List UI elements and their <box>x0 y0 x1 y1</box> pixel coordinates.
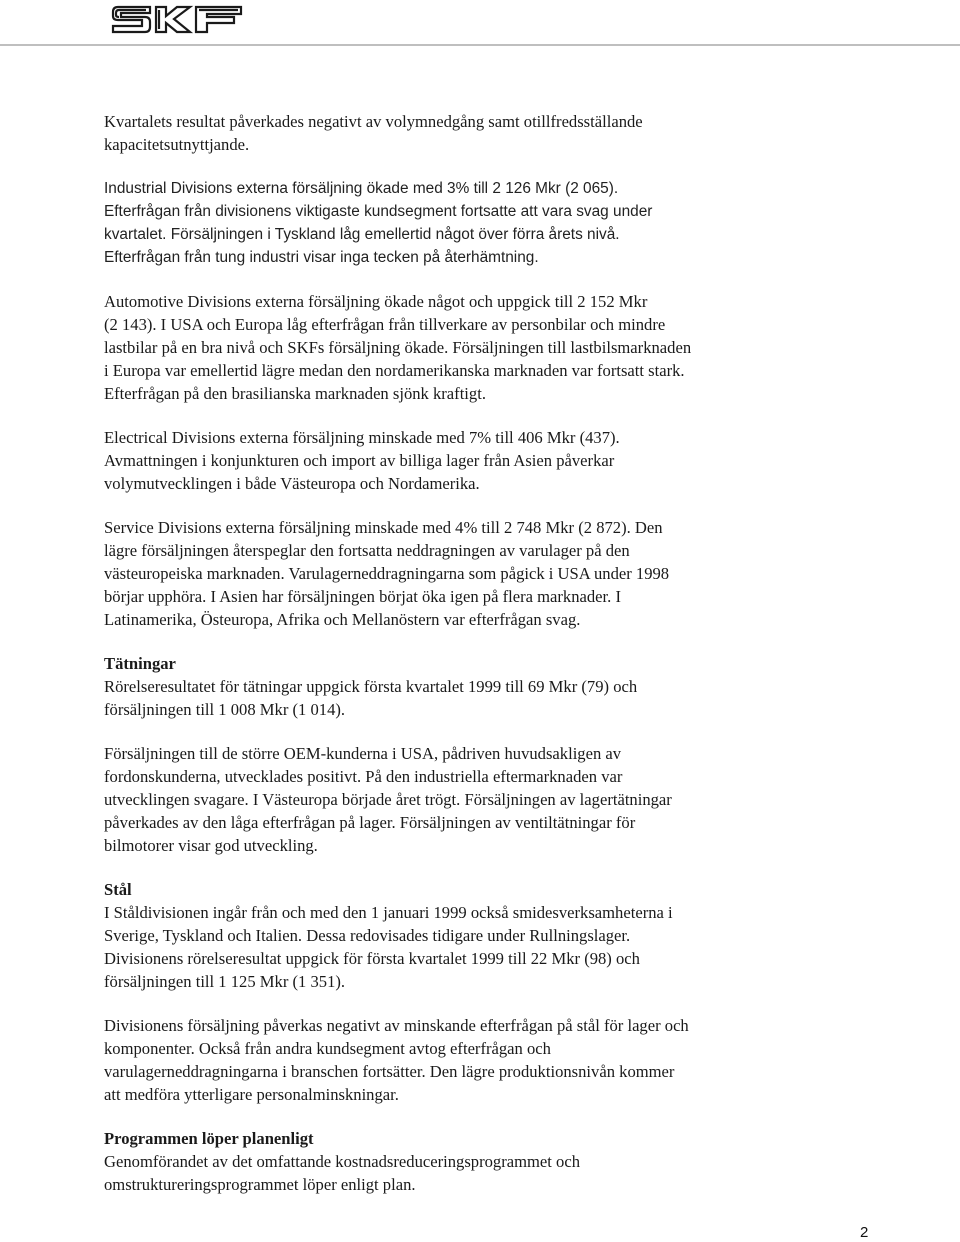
paragraph-electrical-division <box>104 426 804 495</box>
text-line: Genomförandet av det omfattande kostnadsreduceringsprogrammet och <box>104 1152 580 1171</box>
section-heading: Stål <box>104 880 132 899</box>
text-line: Electrical Divisions externa försäljning minskade med 7% till 406 Mkr (437). <box>104 428 620 447</box>
text-line: Sverige, Tyskland och Italien. Dessa redovisades tidigare under Rullningslager. <box>104 926 631 945</box>
text-line: att medföra ytterligare personalminskningar. <box>104 1085 399 1104</box>
text-line: påverkades av den låga efterfrågan på lager. Försäljningen av ventiltätningar för <box>104 813 636 832</box>
text-line: Latinamerika, Östeuropa, Afrika och Mellanöstern var efterfrågan svag. <box>104 610 581 629</box>
text-line: lastbilar på en bra nivå och SKFs försäljning ökade. Försäljningen till lastbilsmarknaden <box>104 338 692 357</box>
text-line: försäljningen till 1 125 Mkr (1 351). <box>104 972 346 991</box>
paragraph-automotive-division <box>104 290 804 405</box>
text-line: västeuropeiska marknaden. Varulagerneddragningarna som pågick i USA under 1998 <box>104 564 670 583</box>
text-line: kvartalet. Försäljningen i Tyskland låg emellertid något över förra årets nivå. <box>104 226 620 243</box>
text-line: bilmotorer visar god utveckling. <box>104 836 318 855</box>
text-line: omstruktureringsprogrammet löper enligt plan. <box>104 1175 416 1194</box>
text-line: utvecklingen svagare. I Västeuropa började året trögt. Försäljningen av lagertätningar <box>104 790 672 809</box>
text-line: Efterfrågan från divisionens viktigaste kundsegment fortsatte att vara svag under <box>104 203 653 220</box>
paragraph-quarter-result <box>104 110 804 156</box>
text-line: Service Divisions externa försäljning minskade med 4% till 2 748 Mkr (2 872). Den <box>104 518 663 537</box>
skf-logo <box>110 3 244 35</box>
paragraph-service-division <box>104 516 804 631</box>
paragraph-steel-sales <box>104 1014 804 1106</box>
paragraph-seals-sales <box>104 742 804 857</box>
page-number: 2 <box>860 1224 869 1241</box>
section-steel <box>104 878 804 993</box>
page-header <box>0 0 960 48</box>
text-line: försäljningen till 1 008 Mkr (1 014). <box>104 700 346 719</box>
text-line: Rörelseresultatet för tätningar uppgick första kvartalet 1999 till 69 Mkr (79) och <box>104 677 638 696</box>
text-line: I Ståldivisionen ingår från och med den 1 januari 1999 också smidesverksamheterna i <box>104 903 673 922</box>
header-rule <box>0 44 960 46</box>
text-line: fordonskunderna, utvecklades positivt. På den industriella eftermarknaden var <box>104 767 623 786</box>
text-line: Kvartalets resultat påverkades negativt av volymnedgång samt otillfredsställande <box>104 112 643 131</box>
section-programs <box>104 1127 804 1196</box>
section-heading: Programmen löper planenligt <box>104 1129 314 1148</box>
text-line: komponenter. Också från andra kundsegment avtog efterfrågan och <box>104 1039 551 1058</box>
text-line: Divisionens rörelseresultat uppgick för första kvartalet 1999 till 22 Mkr (98) och <box>104 949 640 968</box>
text-line: Automotive Divisions externa försäljning ökade något och uppgick till 2 152 Mkr <box>104 292 648 311</box>
text-line: Avmattningen i konjunkturen och import av billiga lager från Asien påverkar <box>104 451 615 470</box>
text-line: varulagerneddragningarna i branschen fortsätter. Den lägre produktionsnivån kommer <box>104 1062 675 1081</box>
text-line: Divisionens försäljning påverkas negativt av minskande efterfrågan på stål för lager och <box>104 1016 689 1035</box>
text-line: i Europa var emellertid lägre medan den nordamerikanska marknaden var fortsatt stark. <box>104 361 685 380</box>
text-line: lägre försäljningen återspeglar den fortsatta neddragningen av varulager på den <box>104 541 630 560</box>
text-line: börjar upphöra. I Asien har försäljningen börjat öka igen på flera marknader. I <box>104 587 621 606</box>
document-body <box>104 110 804 1217</box>
text-line: Efterfrågan på den brasilianska marknaden sjönk kraftigt. <box>104 384 486 403</box>
text-line: Industrial Divisions externa försäljning ökade med 3% till 2 126 Mkr (2 065). <box>104 180 619 197</box>
text-line: Försäljningen till de större OEM-kunderna i USA, pådriven huvudsakligen av <box>104 744 622 763</box>
section-seals <box>104 652 804 721</box>
text-line: (2 143). I USA och Europa låg efterfrågan från tillverkare av personbilar och mindre <box>104 315 666 334</box>
text-line: kapacitetsutnyttjande. <box>104 135 250 154</box>
text-line: Efterfrågan från tung industri visar inga tecken på återhämtning. <box>104 249 539 266</box>
paragraph-industrial-division <box>104 177 804 269</box>
section-heading: Tätningar <box>104 654 176 673</box>
text-line: volymutvecklingen i både Västeuropa och Nordamerika. <box>104 474 480 493</box>
